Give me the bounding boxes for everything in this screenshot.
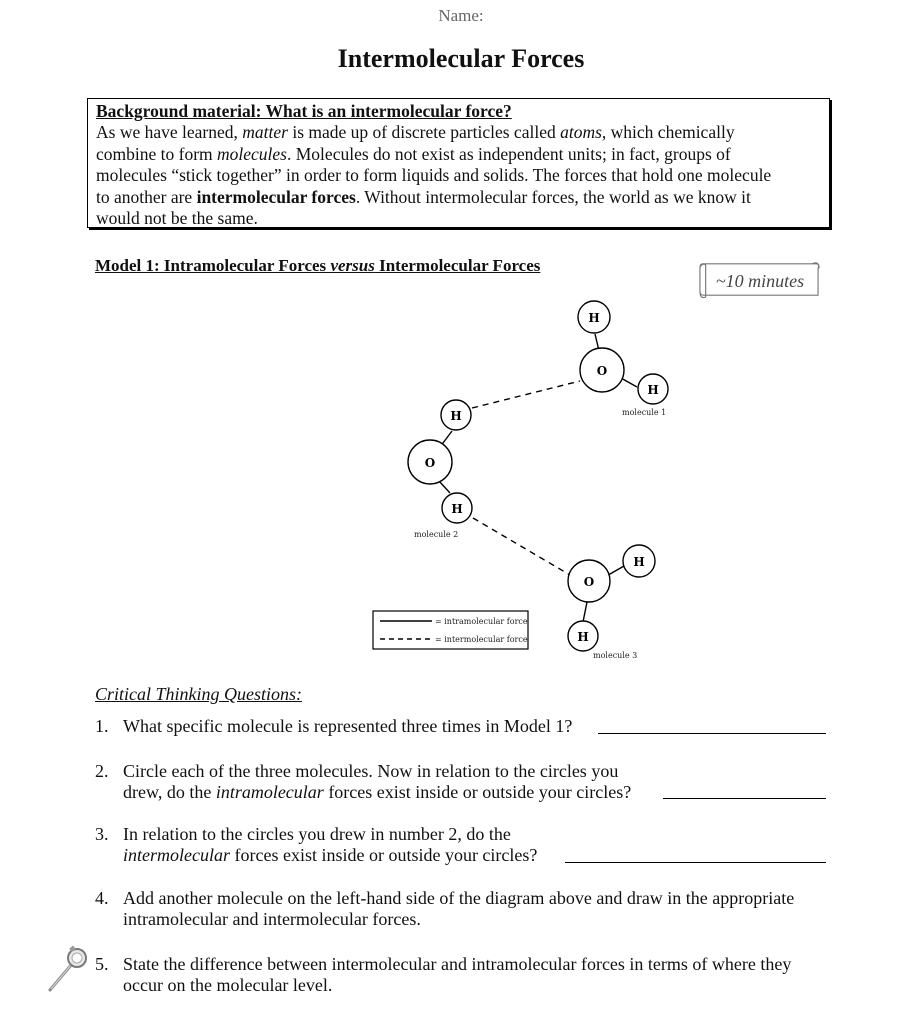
molecule-label: molecule 1 xyxy=(622,408,667,417)
background-line: molecules “stick together” in order to form liquids and solids. The forces that hold one molecule xyxy=(96,165,772,185)
hydrogen-atom xyxy=(578,301,610,333)
time-estimate: ~10 minutes xyxy=(715,271,805,291)
svg-text:O: O xyxy=(596,364,608,378)
hydrogen-atom xyxy=(568,621,598,651)
question-4: 4. Add another molecule on the left-hand side of the diagram above and draw in the appropriate intramolecular and intermolecular forces. xyxy=(95,888,795,929)
name-label: Name: xyxy=(438,6,484,25)
svg-text:O: O xyxy=(583,575,595,589)
intramolecular-bond xyxy=(583,602,587,622)
oxygen-atom xyxy=(408,440,452,484)
svg-text:H: H xyxy=(633,555,645,569)
question-5: 5. State the difference between intermolecular and intramolecular forces in terms of where they occur on the molecular level. xyxy=(95,954,792,995)
hydrogen-atom xyxy=(442,493,472,523)
svg-text:H: H xyxy=(577,630,589,644)
svg-text:O: O xyxy=(424,456,436,470)
magnifier-key-icon xyxy=(46,944,92,994)
background-line: combine to form molecules. Molecules do not exist as independent units; in fact, groups of xyxy=(96,143,731,164)
answer-blank-2[interactable] xyxy=(663,798,826,799)
background-heading: Background material: What is an intermolecular force? xyxy=(96,101,512,121)
background-line: to another are intermolecular forces. Without intermolecular forces, the world as we know it xyxy=(96,186,751,207)
legend xyxy=(373,611,528,649)
questions-heading: Critical Thinking Questions: xyxy=(95,684,302,704)
oxygen-atom xyxy=(568,560,610,602)
question-2: 2. Circle each of the three molecules. Now in relation to the circles you drew, do the intramolecular forces exist inside or outside your circles? xyxy=(95,761,632,802)
answer-blank-1[interactable] xyxy=(598,733,826,734)
background-box xyxy=(87,98,830,228)
background-line: would not be the same. xyxy=(96,208,258,228)
legend-intramolecular: = intramolecular force xyxy=(435,617,528,626)
model-heading: Model 1: Intramolecular Forces versus Intermolecular Forces xyxy=(95,256,541,275)
legend-intermolecular: = intermolecular force xyxy=(435,635,528,644)
background-text xyxy=(96,122,829,230)
background-line: As we have learned, matter is made up of discrete particles called atoms, which chemically xyxy=(96,122,735,142)
question-1: 1. What specific molecule is represented three times in Model 1? xyxy=(95,716,573,736)
answer-blank-3[interactable] xyxy=(565,862,826,863)
hydrogen-atom xyxy=(638,374,668,404)
svg-text:H: H xyxy=(451,502,463,516)
question-3: 3. In relation to the circles you drew in number 2, do the intermolecular forces exist inside or outside your circles? xyxy=(95,824,538,865)
svg-text:H: H xyxy=(450,409,462,423)
intramolecular-bond xyxy=(439,481,450,493)
svg-text:H: H xyxy=(588,311,600,325)
intermolecular-bond xyxy=(473,518,570,575)
molecule-label: molecule 2 xyxy=(414,530,459,539)
molecule-label: molecule 3 xyxy=(593,651,638,660)
hydrogen-atom xyxy=(441,400,471,430)
oxygen-atom xyxy=(580,348,624,392)
intermolecular-bond xyxy=(472,381,580,408)
svg-text:H: H xyxy=(647,383,659,397)
hydrogen-atom xyxy=(623,545,655,577)
model-diagram xyxy=(360,295,700,675)
page-title: Intermolecular Forces xyxy=(337,44,585,73)
